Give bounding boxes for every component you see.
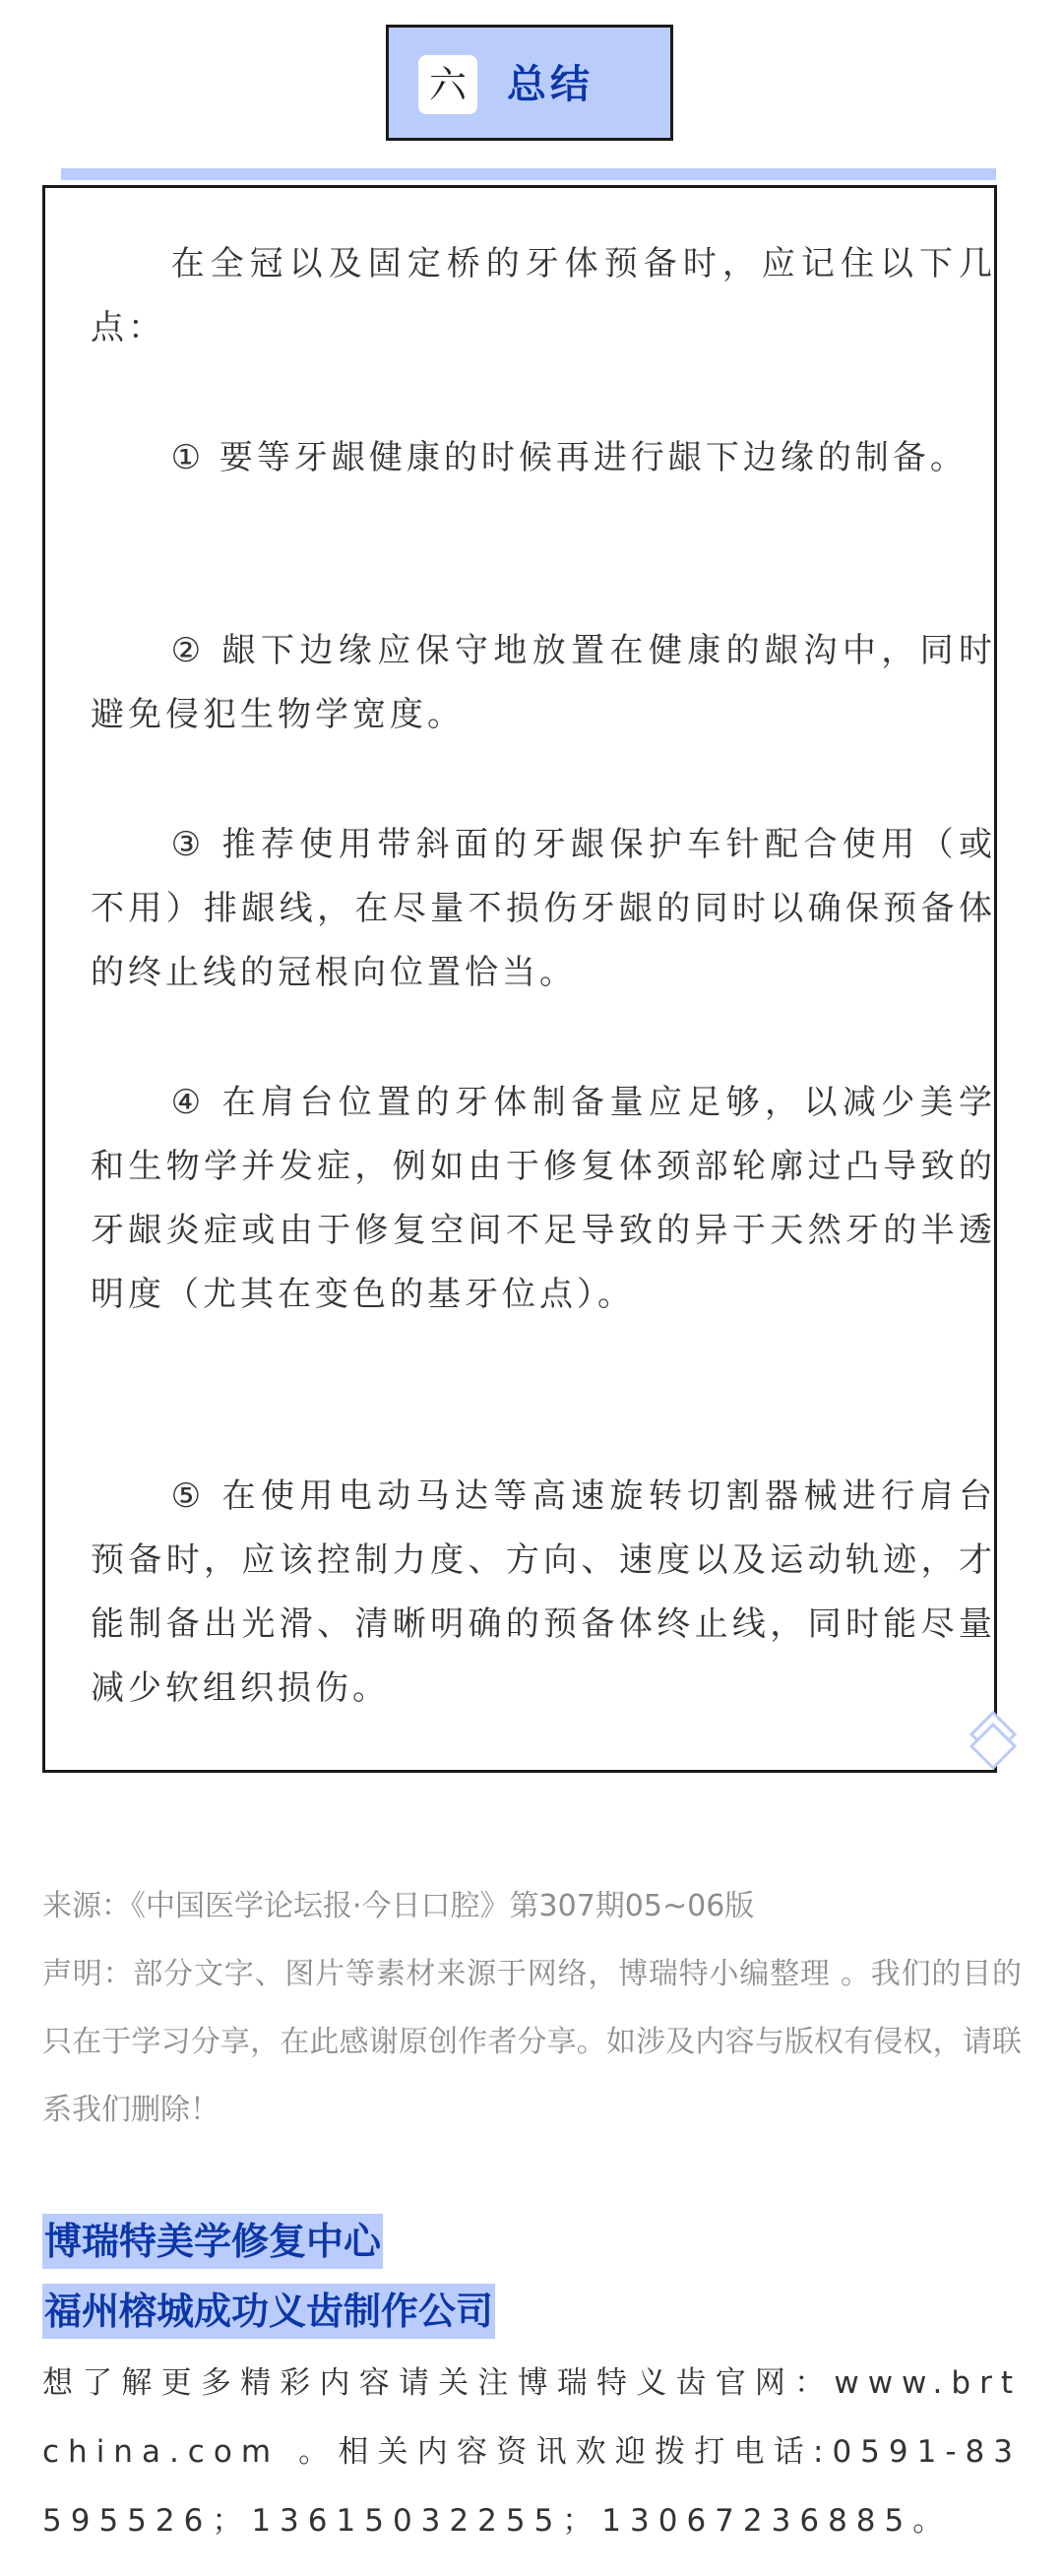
summary-point-1: ① 要等牙龈健康的时候再进行龈下边缘的制备。 [170,438,968,477]
company-name-2: 福州榕城成功义齿制作公司 [42,2284,495,2339]
summary-box [42,185,997,1773]
company-name-1: 博瑞特美学修复中心 [42,2214,383,2269]
summary-point-3: ③ 推荐使用带斜面的牙龈保护车针配合使用（或不用）排龈线，在尽量不损伤牙龈的同时以确保预备体的终止线的冠根向位置恰当。 [91,825,996,992]
summary-point-2: ② 龈下边缘应保守地放置在健康的龈沟中，同时避免侵犯生物学宽度。 [91,631,996,734]
summary-point-5: ⑤ 在使用电动马达等高速旋转切割器械进行肩台预备时，应该控制力度、方向、速度以及运动轨迹，才能制备出光滑、清晰明确的预备体终止线，同时能尽量减少软组织损伤。 [91,1476,996,1708]
heading-accent-bar [61,168,996,180]
summary-point-4: ④ 在肩台位置的牙体制备量应足够，以减少美学和生物学并发症，例如由于修复体颈部轮廓过凸导致的牙龈炎症或由于修复空间不足导致的异于天然牙的半透明度（尤其在变色的基牙位点）。 [91,1083,996,1314]
section-number: 六 [418,55,477,114]
diamond-icon [969,1711,1017,1770]
source-note: 来源：《中国医学论坛报·今日口腔》第307期05~06版 [42,1889,755,1923]
contact-info: 想了解更多精彩内容请关注博瑞特义齿官网：www.brtchina.com 。相关内容资讯欢迎拨打电话:0591-83595526；13615032255；13067236885。 [42,2365,1022,2539]
summary-intro: 在全冠以及固定桥的牙体预备时，应记住以下几点： [91,244,996,347]
section-heading [386,25,673,141]
disclaimer-note: 声明：部分文字、图片等素材来源于网络，博瑞特小编整理 。我们的目的只在于学习分享，在此感谢原创作者分享。如涉及内容与版权有侵权，请联系我们删除！ [42,1957,1022,2127]
section-title: 总结 [507,62,594,107]
